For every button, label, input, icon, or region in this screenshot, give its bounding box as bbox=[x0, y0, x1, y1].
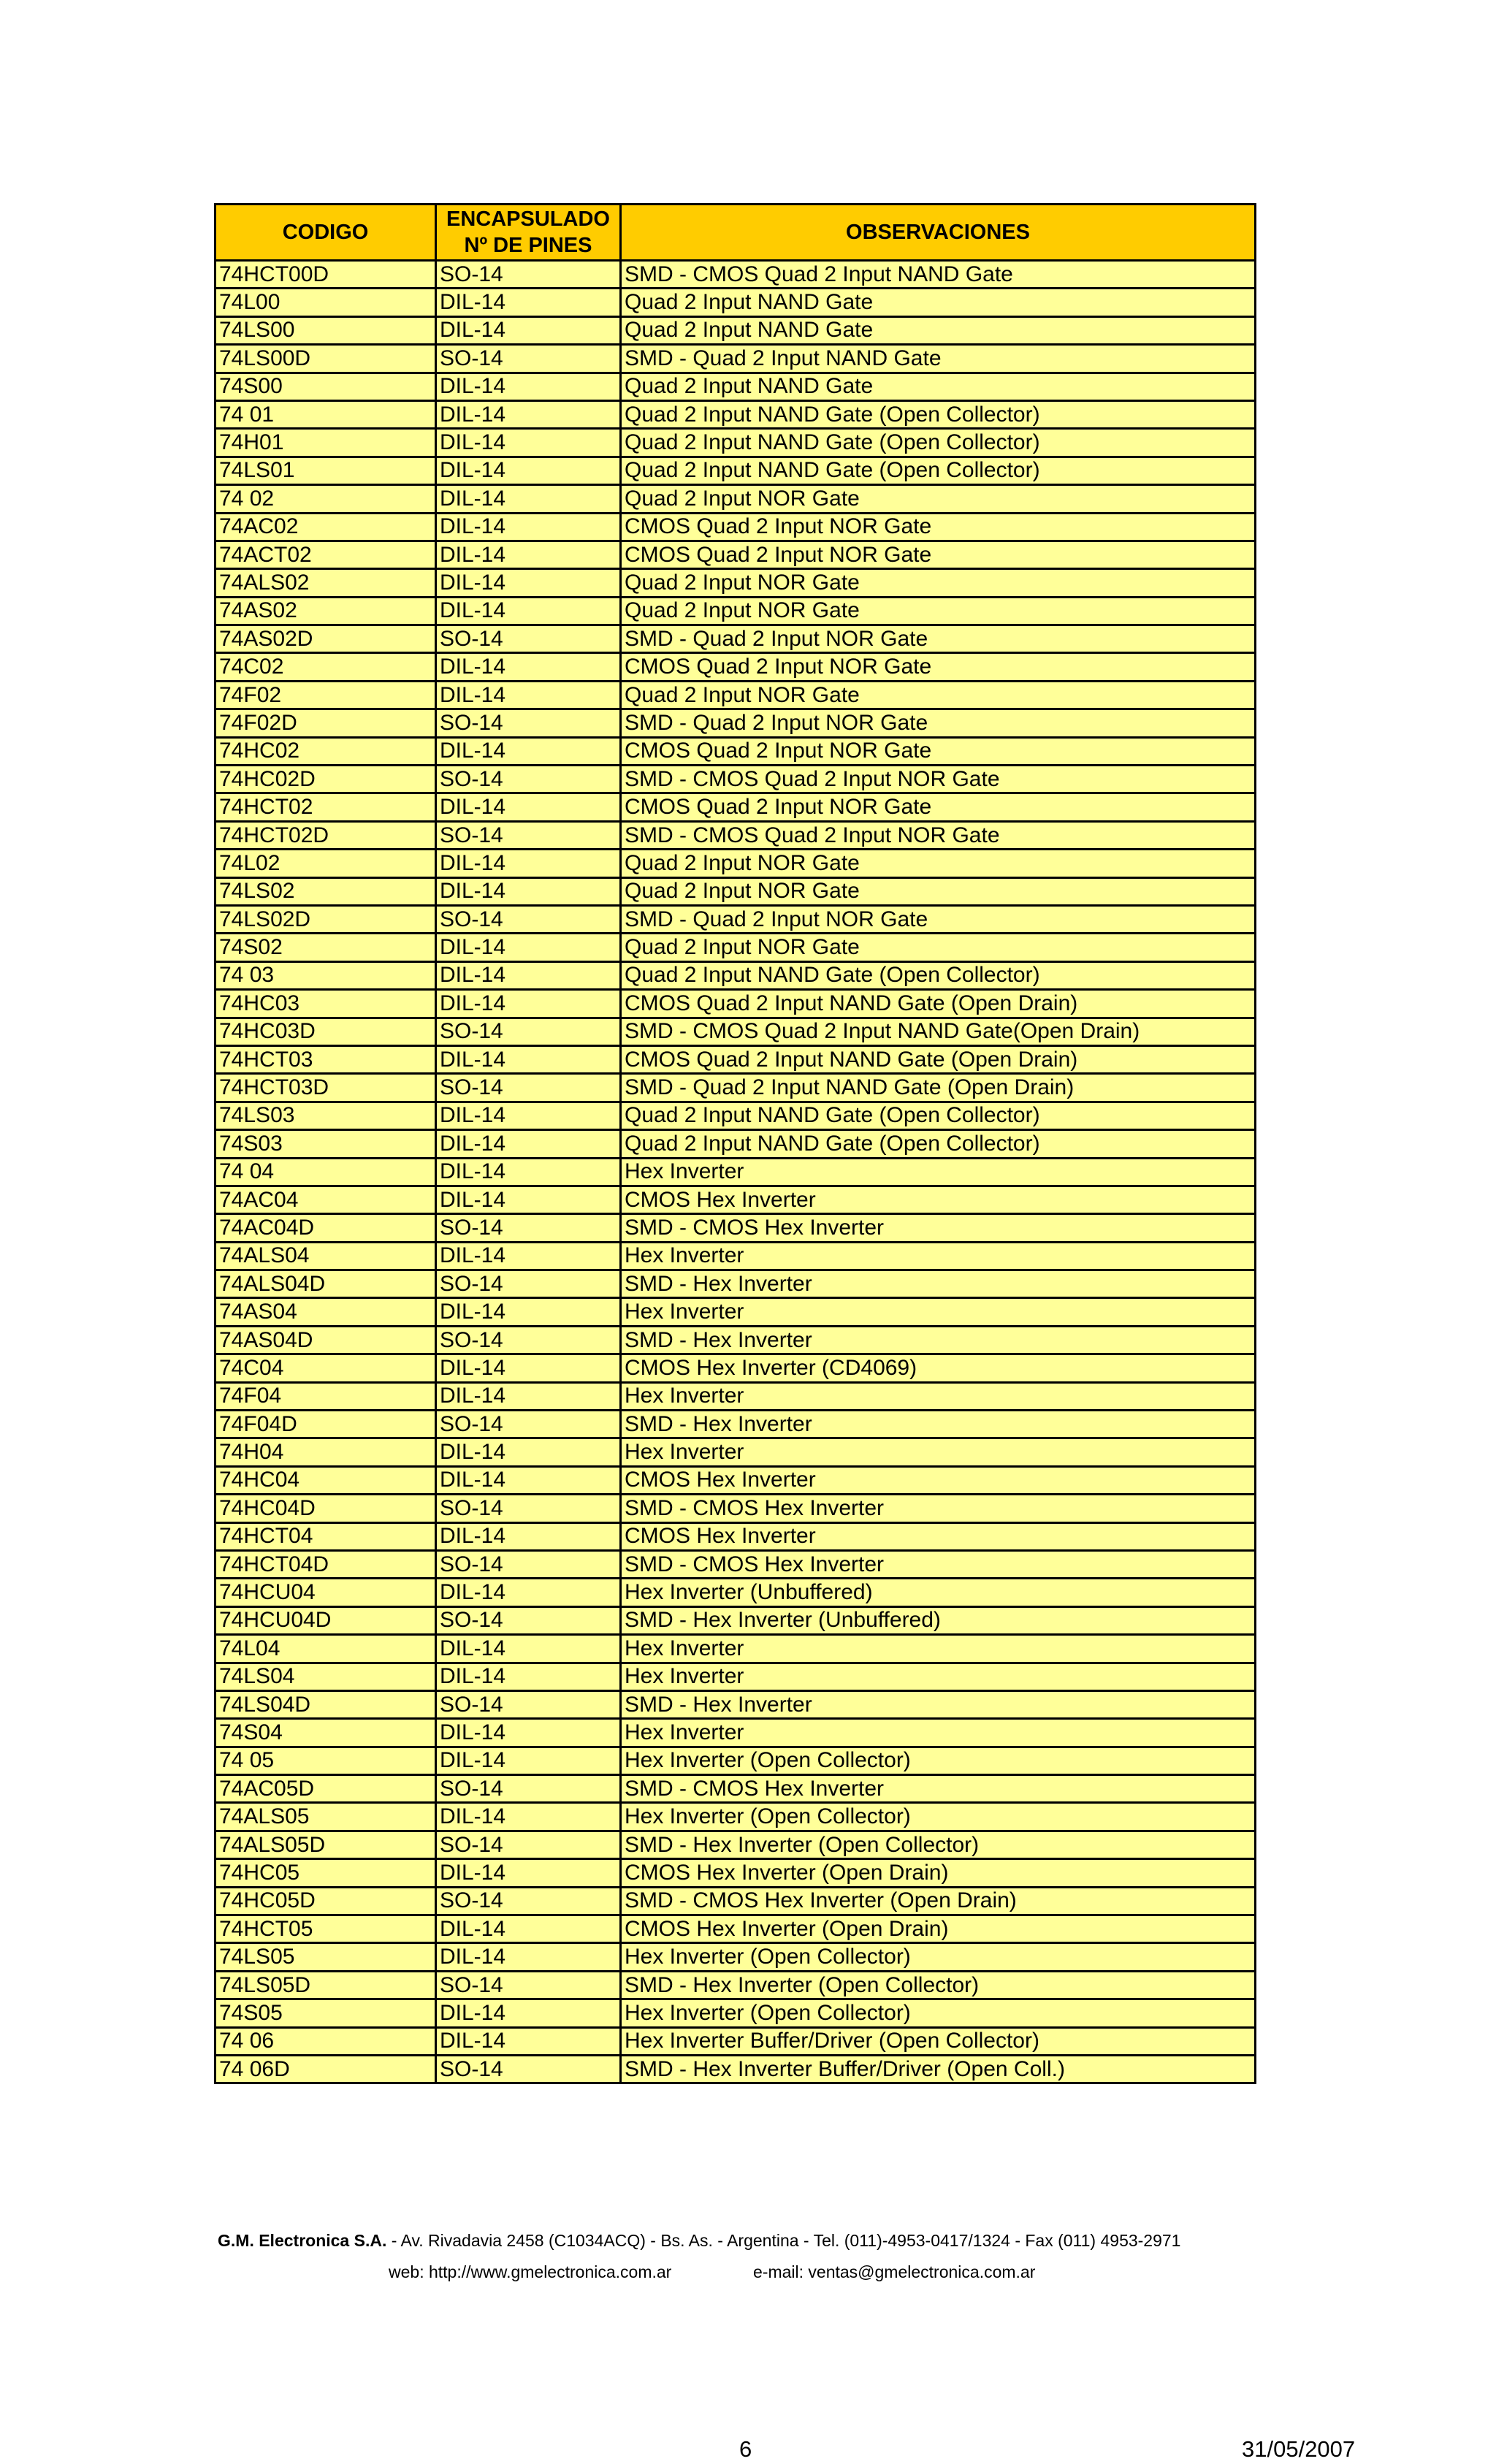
table-row bbox=[215, 485, 1256, 513]
table-row bbox=[215, 1018, 1256, 1045]
cell-observaciones: Quad 2 Input NOR Gate bbox=[621, 485, 1256, 513]
cell-codigo: 74 02 bbox=[215, 485, 436, 513]
table-row bbox=[215, 1522, 1256, 1550]
cell-encapsulado: DIL-14 bbox=[436, 1045, 621, 1073]
table-row bbox=[215, 1242, 1256, 1270]
cell-encapsulado: DIL-14 bbox=[436, 653, 621, 681]
cell-observaciones: Hex Inverter bbox=[621, 1158, 1256, 1186]
table-row bbox=[215, 1186, 1256, 1213]
header-codigo: CODIGO bbox=[215, 205, 436, 261]
table-row bbox=[215, 1747, 1256, 1774]
table-row bbox=[215, 681, 1256, 709]
cell-codigo: 74HC05D bbox=[215, 1887, 436, 1915]
table-row bbox=[215, 1102, 1256, 1129]
table-row bbox=[215, 990, 1256, 1018]
table-row bbox=[215, 1045, 1256, 1073]
cell-encapsulado: DIL-14 bbox=[436, 541, 621, 568]
cell-codigo: 74AS02 bbox=[215, 597, 436, 625]
cell-observaciones: SMD - CMOS Quad 2 Input NOR Gate bbox=[621, 766, 1256, 793]
cell-observaciones: Hex Inverter bbox=[621, 1719, 1256, 1747]
cell-encapsulado: DIL-14 bbox=[436, 1186, 621, 1213]
cell-observaciones: Hex Inverter bbox=[621, 1298, 1256, 1326]
cell-codigo: 74L04 bbox=[215, 1635, 436, 1663]
footer-company-line bbox=[218, 2231, 1180, 2251]
cell-observaciones: SMD - CMOS Hex Inverter (Open Drain) bbox=[621, 1887, 1256, 1915]
table-row bbox=[215, 1999, 1256, 2027]
cell-encapsulado: DIL-14 bbox=[436, 1242, 621, 1270]
cell-observaciones: Quad 2 Input NAND Gate bbox=[621, 373, 1256, 400]
cell-encapsulado: DIL-14 bbox=[436, 1354, 621, 1382]
table-row bbox=[215, 1214, 1256, 1242]
table-row bbox=[215, 1635, 1256, 1663]
cell-observaciones: Quad 2 Input NOR Gate bbox=[621, 850, 1256, 877]
cell-observaciones: Hex Inverter Buffer/Driver (Open Collector) bbox=[621, 2027, 1256, 2055]
table-row bbox=[215, 1579, 1256, 1606]
cell-encapsulado: DIL-14 bbox=[436, 1466, 621, 1494]
cell-codigo: 74 03 bbox=[215, 961, 436, 989]
cell-codigo: 74HC03D bbox=[215, 1018, 436, 1045]
table-row bbox=[215, 597, 1256, 625]
table-row bbox=[215, 1943, 1256, 1971]
cell-codigo: 74 06 bbox=[215, 2027, 436, 2055]
cell-observaciones: SMD - CMOS Hex Inverter bbox=[621, 1550, 1256, 1578]
cell-codigo: 74 06D bbox=[215, 2056, 436, 2083]
product-table bbox=[214, 203, 1256, 2084]
cell-encapsulado: DIL-14 bbox=[436, 1635, 621, 1663]
cell-observaciones: SMD - Hex Inverter Buffer/Driver (Open Coll.) bbox=[621, 2056, 1256, 2083]
cell-encapsulado: DIL-14 bbox=[436, 1298, 621, 1326]
cell-observaciones: CMOS Quad 2 Input NOR Gate bbox=[621, 541, 1256, 568]
table-row bbox=[215, 373, 1256, 400]
cell-encapsulado: DIL-14 bbox=[436, 2027, 621, 2055]
cell-observaciones: SMD - Hex Inverter bbox=[621, 1326, 1256, 1354]
cell-encapsulado: DIL-14 bbox=[436, 1663, 621, 1690]
table-row bbox=[215, 850, 1256, 877]
cell-codigo: 74S02 bbox=[215, 934, 436, 961]
cell-encapsulado: DIL-14 bbox=[436, 1438, 621, 1466]
cell-encapsulado: DIL-14 bbox=[436, 877, 621, 905]
table-row bbox=[215, 1382, 1256, 1410]
cell-observaciones: CMOS Hex Inverter bbox=[621, 1186, 1256, 1213]
cell-observaciones: SMD - CMOS Quad 2 Input NAND Gate(Open Drain) bbox=[621, 1018, 1256, 1045]
cell-encapsulado: SO-14 bbox=[436, 1887, 621, 1915]
cell-encapsulado: SO-14 bbox=[436, 709, 621, 737]
table-row bbox=[215, 1690, 1256, 1718]
cell-observaciones: Hex Inverter bbox=[621, 1635, 1256, 1663]
cell-codigo: 74LS05D bbox=[215, 1971, 436, 1999]
table-row bbox=[215, 1326, 1256, 1354]
cell-observaciones: CMOS Quad 2 Input NOR Gate bbox=[621, 793, 1256, 821]
cell-encapsulado: DIL-14 bbox=[436, 1158, 621, 1186]
cell-codigo: 74C04 bbox=[215, 1354, 436, 1382]
table-row bbox=[215, 821, 1256, 849]
cell-codigo: 74LS01 bbox=[215, 457, 436, 484]
table-row bbox=[215, 2027, 1256, 2055]
cell-codigo: 74F02 bbox=[215, 681, 436, 709]
cell-encapsulado: SO-14 bbox=[436, 1690, 621, 1718]
cell-codigo: 74ALS04D bbox=[215, 1270, 436, 1298]
cell-observaciones: CMOS Hex Inverter (Open Drain) bbox=[621, 1915, 1256, 1943]
cell-encapsulado: DIL-14 bbox=[436, 961, 621, 989]
cell-encapsulado: SO-14 bbox=[436, 1831, 621, 1858]
cell-observaciones: CMOS Quad 2 Input NOR Gate bbox=[621, 513, 1256, 541]
cell-codigo: 74S04 bbox=[215, 1719, 436, 1747]
table-row bbox=[215, 1803, 1256, 1831]
table-row bbox=[215, 1130, 1256, 1158]
cell-codigo: 74S00 bbox=[215, 373, 436, 400]
cell-observaciones: CMOS Hex Inverter bbox=[621, 1522, 1256, 1550]
table-row bbox=[215, 1411, 1256, 1438]
cell-encapsulado: DIL-14 bbox=[436, 457, 621, 484]
cell-encapsulado: DIL-14 bbox=[436, 850, 621, 877]
cell-observaciones: SMD - Hex Inverter (Unbuffered) bbox=[621, 1606, 1256, 1634]
table-row bbox=[215, 1354, 1256, 1382]
cell-observaciones: CMOS Hex Inverter (Open Drain) bbox=[621, 1859, 1256, 1887]
footer-company-name: G.M. Electronica S.A. bbox=[218, 2231, 387, 2250]
cell-encapsulado: DIL-14 bbox=[436, 485, 621, 513]
cell-encapsulado: DIL-14 bbox=[436, 597, 621, 625]
cell-observaciones: CMOS Quad 2 Input NAND Gate (Open Drain) bbox=[621, 990, 1256, 1018]
table-row bbox=[215, 1466, 1256, 1494]
cell-observaciones: Hex Inverter (Unbuffered) bbox=[621, 1579, 1256, 1606]
cell-codigo: 74AC04 bbox=[215, 1186, 436, 1213]
table-row bbox=[215, 1606, 1256, 1634]
cell-observaciones: Quad 2 Input NAND Gate bbox=[621, 289, 1256, 316]
cell-encapsulado: DIL-14 bbox=[436, 289, 621, 316]
cell-codigo: 74 01 bbox=[215, 400, 436, 428]
page-date: 31/05/2007 bbox=[1242, 2436, 1356, 2462]
cell-encapsulado: DIL-14 bbox=[436, 1130, 621, 1158]
cell-observaciones: CMOS Hex Inverter (CD4069) bbox=[621, 1354, 1256, 1382]
cell-observaciones: CMOS Hex Inverter bbox=[621, 1466, 1256, 1494]
table-row bbox=[215, 737, 1256, 765]
cell-encapsulado: SO-14 bbox=[436, 1411, 621, 1438]
cell-codigo: 74C02 bbox=[215, 653, 436, 681]
cell-observaciones: Quad 2 Input NAND Gate bbox=[621, 316, 1256, 344]
cell-encapsulado: DIL-14 bbox=[436, 1747, 621, 1774]
cell-observaciones: SMD - CMOS Quad 2 Input NOR Gate bbox=[621, 821, 1256, 849]
cell-codigo: 74HC05 bbox=[215, 1859, 436, 1887]
header-observaciones: OBSERVACIONES bbox=[621, 205, 1256, 261]
header-encapsulado bbox=[436, 205, 621, 261]
table-row bbox=[215, 1775, 1256, 1803]
cell-observaciones: Hex Inverter bbox=[621, 1663, 1256, 1690]
table-row bbox=[215, 1550, 1256, 1578]
cell-codigo: 74AS02D bbox=[215, 625, 436, 653]
cell-observaciones: SMD - Quad 2 Input NAND Gate bbox=[621, 345, 1256, 373]
cell-codigo: 74AC02 bbox=[215, 513, 436, 541]
cell-observaciones: SMD - Hex Inverter bbox=[621, 1690, 1256, 1718]
cell-codigo: 74AS04 bbox=[215, 1298, 436, 1326]
cell-codigo: 74LS04 bbox=[215, 1663, 436, 1690]
table-row bbox=[215, 1831, 1256, 1858]
table-row bbox=[215, 1438, 1256, 1466]
header-encapsulado-line2: Nº DE PINES bbox=[464, 234, 592, 257]
table-row bbox=[215, 569, 1256, 597]
cell-codigo: 74HCT03 bbox=[215, 1045, 436, 1073]
cell-codigo: 74HC03 bbox=[215, 990, 436, 1018]
cell-encapsulado: DIL-14 bbox=[436, 1859, 621, 1887]
cell-encapsulado: DIL-14 bbox=[436, 1803, 621, 1831]
cell-observaciones: SMD - Hex Inverter (Open Collector) bbox=[621, 1831, 1256, 1858]
footer-email: e-mail: ventas@gmelectronica.com.ar bbox=[753, 2262, 1036, 2281]
cell-codigo: 74LS04D bbox=[215, 1690, 436, 1718]
cell-observaciones: SMD - Hex Inverter bbox=[621, 1270, 1256, 1298]
cell-encapsulado: SO-14 bbox=[436, 1550, 621, 1578]
cell-codigo: 74HCT04 bbox=[215, 1522, 436, 1550]
cell-encapsulado: SO-14 bbox=[436, 1270, 621, 1298]
cell-codigo: 74HCT00D bbox=[215, 261, 436, 289]
table-row bbox=[215, 793, 1256, 821]
cell-observaciones: Quad 2 Input NOR Gate bbox=[621, 877, 1256, 905]
cell-codigo: 74HC02 bbox=[215, 737, 436, 765]
page-number: 6 bbox=[739, 2436, 752, 2462]
table-row bbox=[215, 961, 1256, 989]
cell-codigo: 74LS00D bbox=[215, 345, 436, 373]
cell-encapsulado: SO-14 bbox=[436, 1495, 621, 1522]
cell-codigo: 74AC04D bbox=[215, 1214, 436, 1242]
table-row bbox=[215, 1719, 1256, 1747]
cell-observaciones: Hex Inverter (Open Collector) bbox=[621, 1747, 1256, 1774]
cell-codigo: 74F02D bbox=[215, 709, 436, 737]
table-row bbox=[215, 1663, 1256, 1690]
cell-codigo: 74HC04D bbox=[215, 1495, 436, 1522]
cell-codigo: 74HCT04D bbox=[215, 1550, 436, 1578]
cell-encapsulado: SO-14 bbox=[436, 1074, 621, 1102]
cell-codigo: 74H04 bbox=[215, 1438, 436, 1466]
cell-codigo: 74ALS02 bbox=[215, 569, 436, 597]
cell-encapsulado: DIL-14 bbox=[436, 681, 621, 709]
table-row bbox=[215, 2056, 1256, 2083]
cell-codigo: 74HCT02D bbox=[215, 821, 436, 849]
table-row bbox=[215, 345, 1256, 373]
cell-encapsulado: SO-14 bbox=[436, 625, 621, 653]
table-row bbox=[215, 1298, 1256, 1326]
cell-codigo: 74F04 bbox=[215, 1382, 436, 1410]
table-row bbox=[215, 316, 1256, 344]
cell-encapsulado: DIL-14 bbox=[436, 1999, 621, 2027]
cell-codigo: 74HC02D bbox=[215, 766, 436, 793]
table-row bbox=[215, 429, 1256, 457]
cell-codigo: 74LS05 bbox=[215, 1943, 436, 1971]
table-row bbox=[215, 934, 1256, 961]
table-row bbox=[215, 261, 1256, 289]
cell-encapsulado: DIL-14 bbox=[436, 1102, 621, 1129]
cell-codigo: 74S05 bbox=[215, 1999, 436, 2027]
cell-codigo: 74AS04D bbox=[215, 1326, 436, 1354]
cell-observaciones: SMD - CMOS Hex Inverter bbox=[621, 1214, 1256, 1242]
cell-observaciones: Quad 2 Input NAND Gate (Open Collector) bbox=[621, 400, 1256, 428]
cell-encapsulado: DIL-14 bbox=[436, 990, 621, 1018]
cell-codigo: 74F04D bbox=[215, 1411, 436, 1438]
cell-observaciones: CMOS Quad 2 Input NAND Gate (Open Drain) bbox=[621, 1045, 1256, 1073]
cell-observaciones: CMOS Quad 2 Input NOR Gate bbox=[621, 737, 1256, 765]
table-row bbox=[215, 905, 1256, 933]
cell-encapsulado: SO-14 bbox=[436, 1326, 621, 1354]
cell-observaciones: Quad 2 Input NAND Gate (Open Collector) bbox=[621, 429, 1256, 457]
table-row bbox=[215, 400, 1256, 428]
cell-encapsulado: DIL-14 bbox=[436, 1943, 621, 1971]
cell-observaciones: Hex Inverter bbox=[621, 1438, 1256, 1466]
footer-address: - Av. Rivadavia 2458 (C1034ACQ) - Bs. As. - Argentina - Tel. (011)-4953-0417/1324 - Fax (011) 4953-2971 bbox=[386, 2231, 1181, 2250]
cell-codigo: 74LS02 bbox=[215, 877, 436, 905]
cell-observaciones: Quad 2 Input NAND Gate (Open Collector) bbox=[621, 1102, 1256, 1129]
table-row bbox=[215, 1859, 1256, 1887]
cell-codigo: 74L02 bbox=[215, 850, 436, 877]
cell-observaciones: Quad 2 Input NOR Gate bbox=[621, 597, 1256, 625]
cell-codigo: 74LS02D bbox=[215, 905, 436, 933]
cell-codigo: 74L00 bbox=[215, 289, 436, 316]
cell-codigo: 74ALS04 bbox=[215, 1242, 436, 1270]
cell-observaciones: SMD - CMOS Hex Inverter bbox=[621, 1775, 1256, 1803]
cell-encapsulado: DIL-14 bbox=[436, 373, 621, 400]
cell-encapsulado: DIL-14 bbox=[436, 1522, 621, 1550]
cell-observaciones: SMD - CMOS Hex Inverter bbox=[621, 1495, 1256, 1522]
cell-codigo: 74HC04 bbox=[215, 1466, 436, 1494]
cell-observaciones: Hex Inverter bbox=[621, 1242, 1256, 1270]
table-row bbox=[215, 513, 1256, 541]
cell-encapsulado: SO-14 bbox=[436, 905, 621, 933]
cell-codigo: 74LS03 bbox=[215, 1102, 436, 1129]
cell-encapsulado: SO-14 bbox=[436, 766, 621, 793]
cell-observaciones: SMD - Hex Inverter bbox=[621, 1411, 1256, 1438]
cell-codigo: 74HCT03D bbox=[215, 1074, 436, 1102]
header-encapsulado-line1: ENCAPSULADO bbox=[446, 207, 610, 231]
cell-codigo: 74AC05D bbox=[215, 1775, 436, 1803]
cell-observaciones: Quad 2 Input NAND Gate (Open Collector) bbox=[621, 1130, 1256, 1158]
cell-observaciones: SMD - Quad 2 Input NOR Gate bbox=[621, 625, 1256, 653]
table-row bbox=[215, 541, 1256, 568]
table-row bbox=[215, 653, 1256, 681]
cell-encapsulado: DIL-14 bbox=[436, 429, 621, 457]
cell-observaciones: SMD - Quad 2 Input NOR Gate bbox=[621, 709, 1256, 737]
cell-encapsulado: DIL-14 bbox=[436, 1915, 621, 1943]
table-row bbox=[215, 1158, 1256, 1186]
cell-observaciones: Quad 2 Input NOR Gate bbox=[621, 681, 1256, 709]
cell-codigo: 74ALS05D bbox=[215, 1831, 436, 1858]
cell-encapsulado: SO-14 bbox=[436, 261, 621, 289]
cell-encapsulado: SO-14 bbox=[436, 345, 621, 373]
cell-encapsulado: DIL-14 bbox=[436, 934, 621, 961]
cell-encapsulado: DIL-14 bbox=[436, 569, 621, 597]
cell-codigo: 74S03 bbox=[215, 1130, 436, 1158]
table-row bbox=[215, 1270, 1256, 1298]
cell-codigo: 74 05 bbox=[215, 1747, 436, 1774]
cell-encapsulado: SO-14 bbox=[436, 1018, 621, 1045]
cell-codigo: 74H01 bbox=[215, 429, 436, 457]
cell-encapsulado: SO-14 bbox=[436, 2056, 621, 2083]
table-row bbox=[215, 289, 1256, 316]
table-row bbox=[215, 625, 1256, 653]
cell-observaciones: SMD - Quad 2 Input NOR Gate bbox=[621, 905, 1256, 933]
table-row bbox=[215, 1971, 1256, 1999]
table-row bbox=[215, 709, 1256, 737]
cell-observaciones: SMD - Hex Inverter (Open Collector) bbox=[621, 1971, 1256, 1999]
table-row bbox=[215, 877, 1256, 905]
cell-encapsulado: DIL-14 bbox=[436, 737, 621, 765]
cell-codigo: 74ACT02 bbox=[215, 541, 436, 568]
table-body bbox=[215, 261, 1256, 2083]
cell-encapsulado: SO-14 bbox=[436, 1606, 621, 1634]
cell-observaciones: Quad 2 Input NAND Gate (Open Collector) bbox=[621, 457, 1256, 484]
cell-encapsulado: SO-14 bbox=[436, 1775, 621, 1803]
cell-codigo: 74HCU04D bbox=[215, 1606, 436, 1634]
table-row bbox=[215, 1495, 1256, 1522]
cell-encapsulado: SO-14 bbox=[436, 1971, 621, 1999]
table-header-row bbox=[215, 205, 1256, 261]
cell-encapsulado: DIL-14 bbox=[436, 1382, 621, 1410]
cell-codigo: 74HCT02 bbox=[215, 793, 436, 821]
cell-codigo: 74LS00 bbox=[215, 316, 436, 344]
cell-observaciones: SMD - CMOS Quad 2 Input NAND Gate bbox=[621, 261, 1256, 289]
cell-observaciones: Quad 2 Input NAND Gate (Open Collector) bbox=[621, 961, 1256, 989]
cell-observaciones: Hex Inverter (Open Collector) bbox=[621, 1803, 1256, 1831]
cell-observaciones: SMD - Quad 2 Input NAND Gate (Open Drain) bbox=[621, 1074, 1256, 1102]
cell-encapsulado: DIL-14 bbox=[436, 793, 621, 821]
table-row bbox=[215, 457, 1256, 484]
cell-codigo: 74 04 bbox=[215, 1158, 436, 1186]
cell-codigo: 74HCT05 bbox=[215, 1915, 436, 1943]
cell-encapsulado: DIL-14 bbox=[436, 513, 621, 541]
cell-observaciones: Hex Inverter (Open Collector) bbox=[621, 1999, 1256, 2027]
cell-encapsulado: DIL-14 bbox=[436, 400, 621, 428]
cell-codigo: 74ALS05 bbox=[215, 1803, 436, 1831]
footer-web: web: http://www.gmelectronica.com.ar bbox=[389, 2262, 672, 2281]
cell-encapsulado: SO-14 bbox=[436, 821, 621, 849]
table-row bbox=[215, 1074, 1256, 1102]
cell-encapsulado: SO-14 bbox=[436, 1214, 621, 1242]
table-row bbox=[215, 1915, 1256, 1943]
cell-observaciones: Quad 2 Input NOR Gate bbox=[621, 569, 1256, 597]
cell-observaciones: Quad 2 Input NOR Gate bbox=[621, 934, 1256, 961]
cell-encapsulado: DIL-14 bbox=[436, 1579, 621, 1606]
table-row bbox=[215, 1887, 1256, 1915]
cell-encapsulado: DIL-14 bbox=[436, 1719, 621, 1747]
table-row bbox=[215, 766, 1256, 793]
cell-observaciones: CMOS Quad 2 Input NOR Gate bbox=[621, 653, 1256, 681]
cell-codigo: 74HCU04 bbox=[215, 1579, 436, 1606]
cell-observaciones: Hex Inverter (Open Collector) bbox=[621, 1943, 1256, 1971]
cell-encapsulado: DIL-14 bbox=[436, 316, 621, 344]
cell-observaciones: Hex Inverter bbox=[621, 1382, 1256, 1410]
